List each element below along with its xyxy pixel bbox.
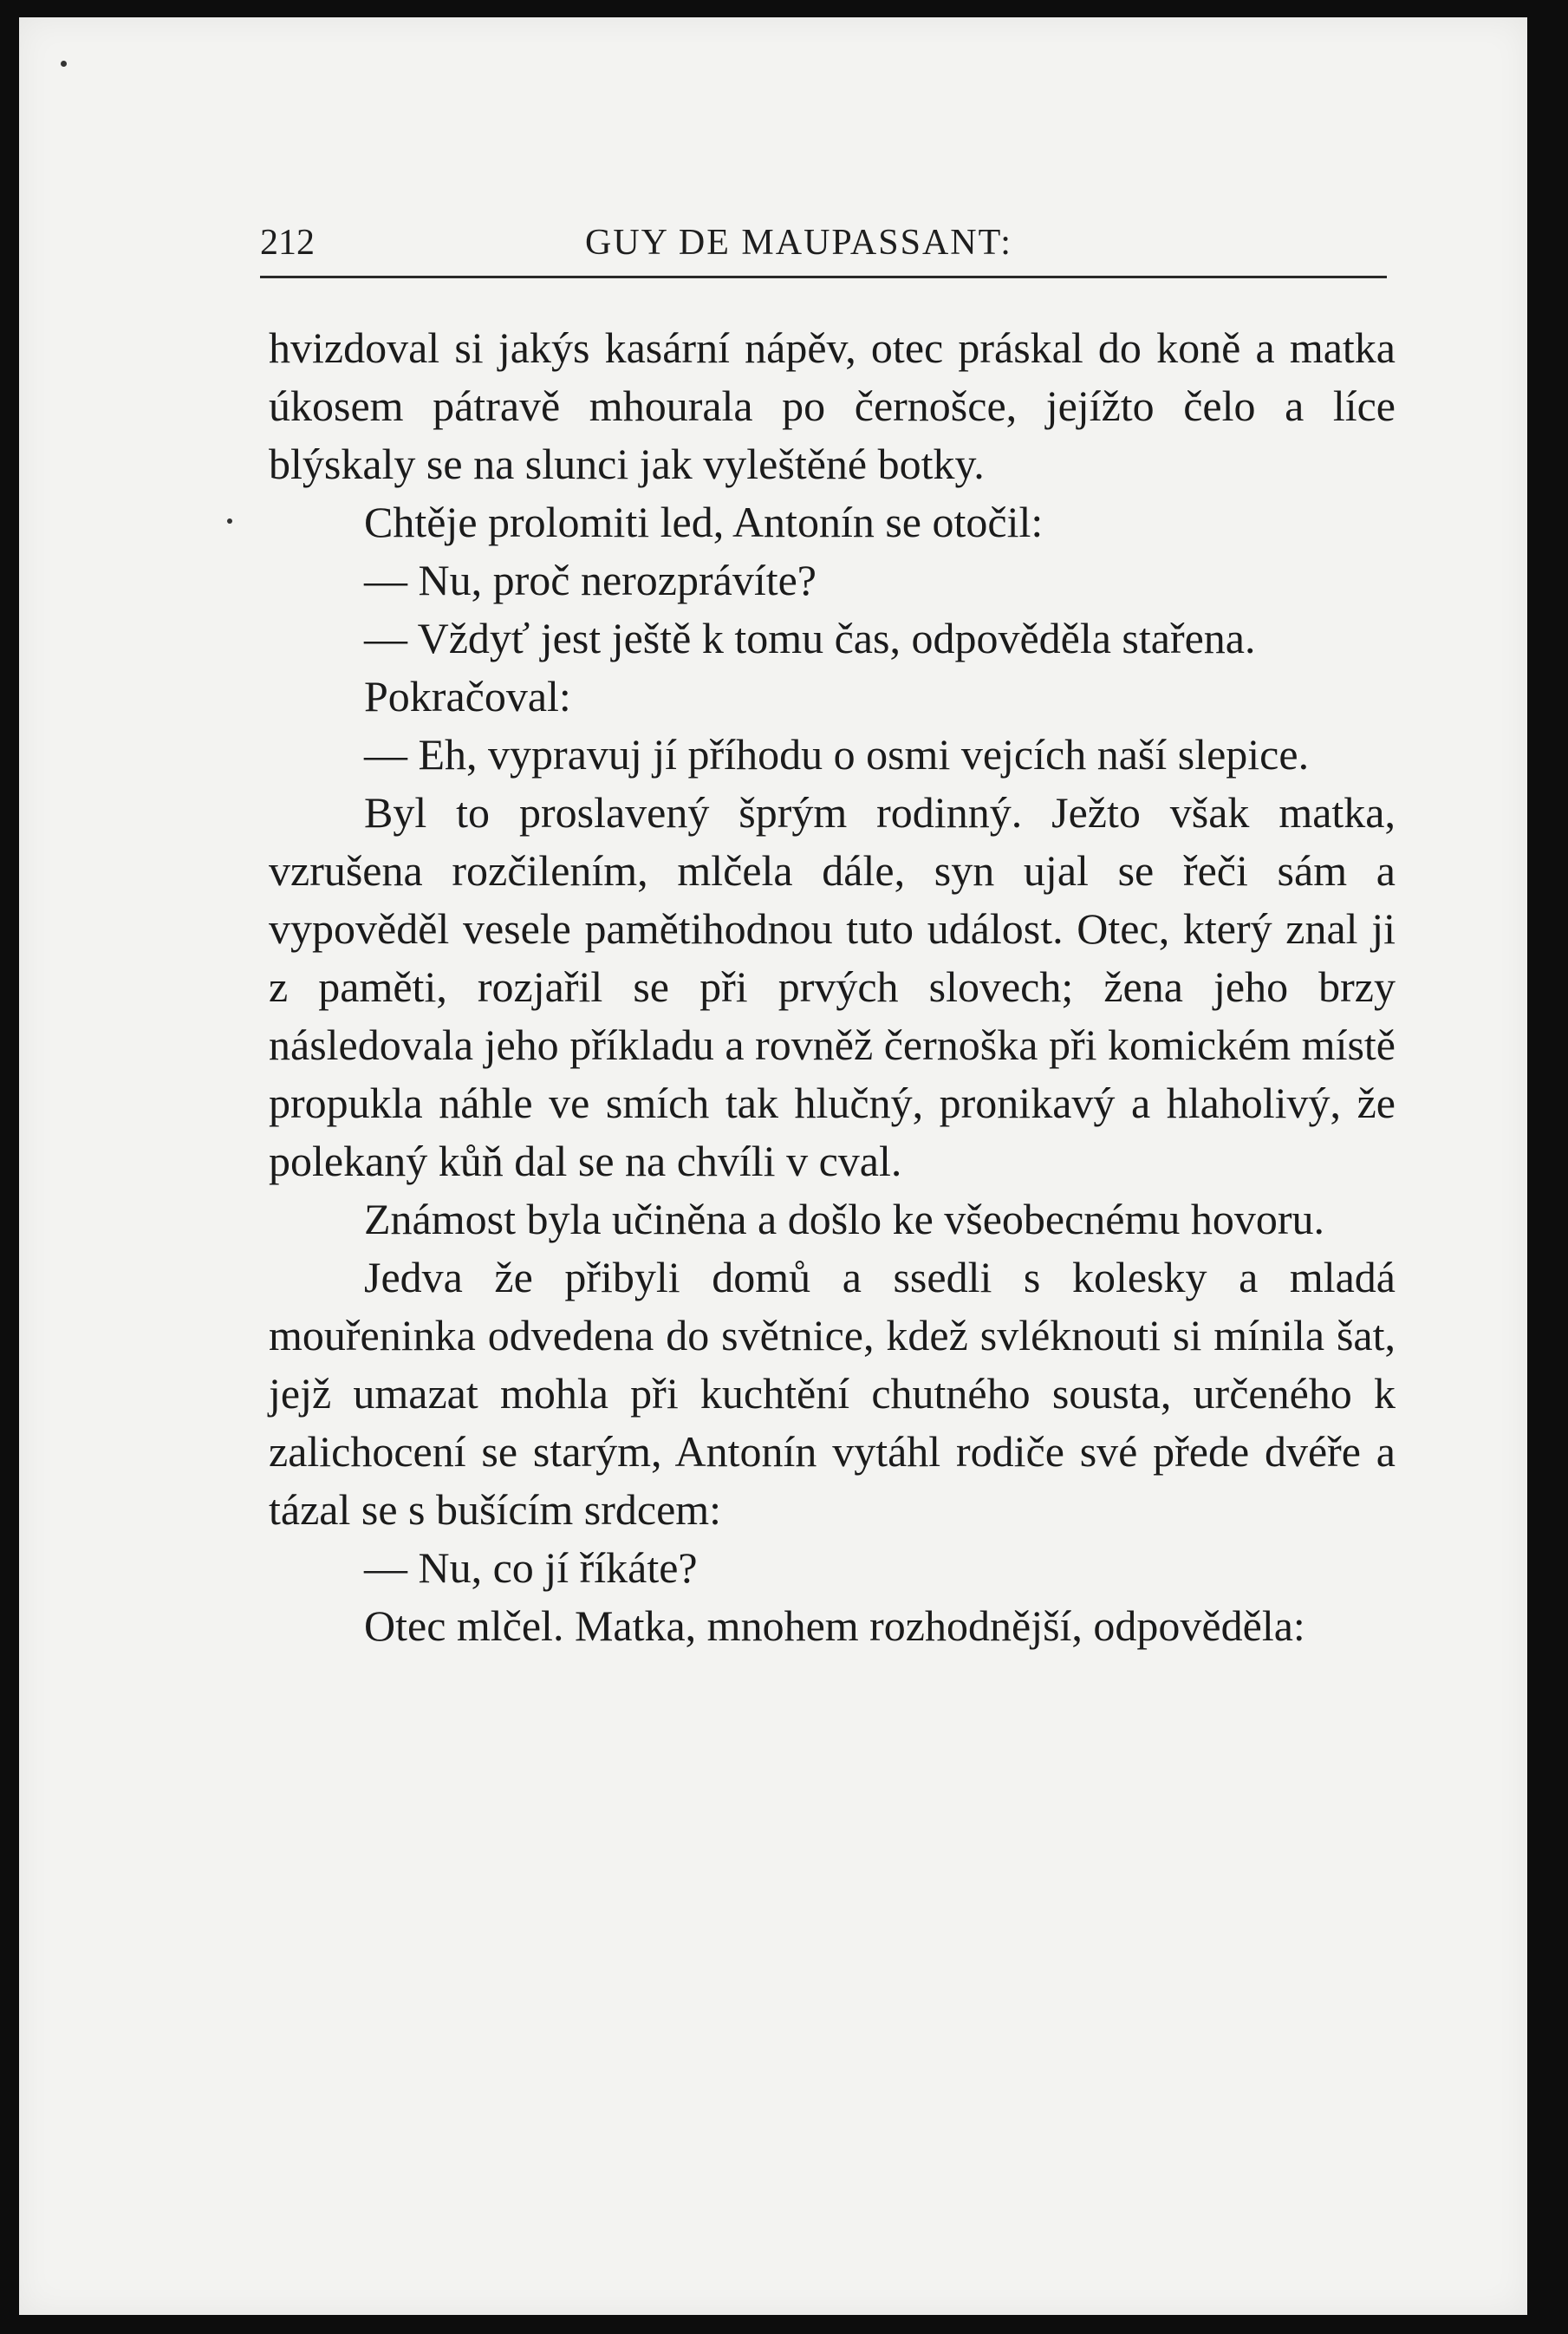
dialogue-line: — Nu, proč nerozprávíte? <box>364 556 817 604</box>
paragraph: Byl to proslavený šprým rodinný. Ježto však matka, vzrušena rozčilením, mlčela dále, syn ujal se řeči sám a vypověděl vesele pamětihodnou tuto událost. Otec, který znal ji z paměti, rozjařil se při prvých slovech; žena jeho brzy následovala jeho příkladu a rovněž černoška při komickém místě propukla náhle ve smích tak hlučný, pronikavý a hlaholivý, že polekaný kůň dal se na chvíli v cval. <box>269 788 1396 1185</box>
paragraph: Pokračoval: <box>364 672 571 720</box>
dialogue-line: — Vždyť jest ještě k tomu čas, odpověděla stařena. <box>364 614 1256 662</box>
paragraph: Známost byla učiněna a došlo ke všeobecnému hovoru. <box>364 1195 1325 1243</box>
scan-speck <box>61 61 67 67</box>
paragraph: hvizdoval si jakýs kasární nápěv, otec práskal do koně a matka úkosem pátravě mhourala po černošce, jejížto čelo a líce blýskaly se na slunci jak vyleštěné botky. <box>269 323 1396 488</box>
page-number: 212 <box>260 223 315 263</box>
paragraph: Otec mlčel. Matka, mnohem rozhodnější, odpověděla: <box>364 1601 1305 1650</box>
dialogue-line: — Eh, vypravuj jí příhodu o osmi vejcích naší slepice. <box>364 730 1310 779</box>
paragraph: Jedva že přibyli domů a ssedli s kolesky a mladá mouřeninka odvedena do světnice, kdež svléknouti si mínila šat, jejž umazat mohla při kuchtění chutného sousta, určeného k zalichocení se starým, Antonín vytáhl rodiče své přede dvéře a tázal se s bušícím srdcem: <box>269 1253 1396 1534</box>
dialogue-line: — Nu, co jí říkáte? <box>364 1543 698 1592</box>
body-text <box>269 319 1396 1655</box>
page-edge-shadow <box>1527 113 1568 2334</box>
paragraph: Chtěje prolomiti led, Antonín se otočil: <box>364 498 1044 546</box>
scan-speck <box>227 518 232 524</box>
running-header <box>260 215 1387 278</box>
running-title: GUY DE MAUPASSANT: <box>585 223 1012 263</box>
